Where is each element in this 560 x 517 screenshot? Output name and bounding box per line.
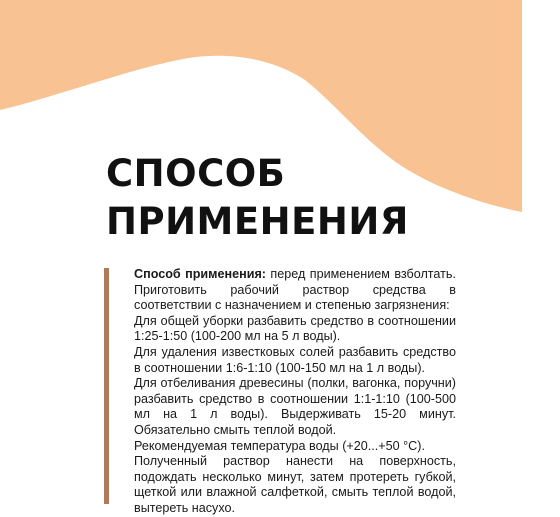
instructions-paragraph-limescale: Для удаления известковых солей разбавить средство в соотношении 1:6-1:10 (100-150 мл на 1 л воды).: [134, 344, 456, 375]
instructions-lead: Способ применения:: [134, 267, 266, 281]
page-title: [106, 150, 409, 246]
instructions-paragraph-wood: Для отбеливания древесины (полки, вагонка, поручни) разбавить средство в соотношении 1:1-1:10 (100-500 мл на 1 л воды). Выдерживать 15-20 минут. Обязательно смыть теплой водой.: [134, 376, 456, 437]
instructions-paragraph-intro: [134, 267, 456, 314]
title-line-1: СПОСОБ: [106, 152, 286, 195]
instructions-paragraph-general: Для общей уборки разбавить средство в соотношении 1:25-1:50 (100-200 мл на 5 л воды).: [134, 313, 456, 344]
instructions-paragraph-temperature: Рекомендуемая температура воды (+20...+50 °С).: [134, 438, 425, 453]
instructions-intro-text: перед применением взболтать. Приготовить рабочий раствор средства в соответствии с назначением и степенью загрязнения:: [134, 267, 456, 313]
title-line-2: ПРИМЕНЕНИЯ: [106, 200, 409, 243]
instructions-text: [134, 267, 456, 517]
accent-bar: [104, 268, 109, 504]
instructions-paragraph-application: Полученный раствор нанести на поверхность, подождать несколько минут, затем протереть губкой, щеткой или влажной салфеткой, смыть теплой водой, вытереть насухо.: [134, 454, 456, 515]
